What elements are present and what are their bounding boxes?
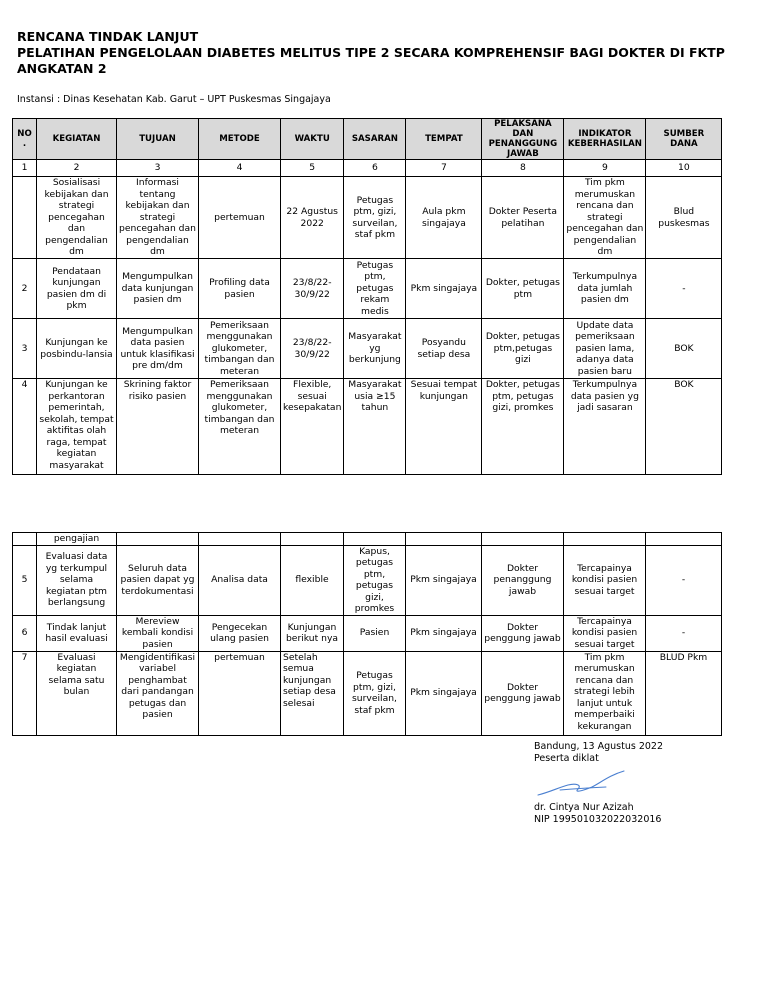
header-cell: PELAKSANA DAN PENANGGUNG JAWAB	[482, 119, 564, 160]
header-row	[13, 119, 722, 160]
document-title: RENCANA TINDAK LANJUT	[17, 29, 199, 44]
table-cell: Blud puskesmas	[646, 177, 722, 259]
table-cell: BOK	[646, 319, 722, 379]
table-cell: Dokter Peserta pelatihan	[482, 177, 564, 259]
table-cell: flexible	[281, 545, 344, 615]
table-cell: Pkm singajaya	[406, 615, 482, 651]
handwritten-signature	[536, 765, 628, 801]
column-number: 1	[13, 160, 37, 177]
table-cell: Seluruh data pasien dapat yg terdokumentasi	[117, 545, 199, 615]
table-cell: -	[646, 545, 722, 615]
table-cell	[13, 177, 37, 259]
table-cell: BLUD Pkm	[646, 651, 722, 735]
table-cell: Skrining faktor risiko pasien	[117, 379, 199, 475]
table-cell: Sosialisasi kebijakan dan strategi pencegahan dan pengendalian dm	[37, 177, 117, 259]
table-cell: Profiling data pasien	[199, 259, 281, 319]
action-plan-table-page-1	[12, 118, 722, 475]
table-cell: Mereview kembali kondisi pasien	[117, 615, 199, 651]
table-cell: Petugas ptm, petugas rekam medis	[344, 259, 406, 319]
table-cell: Pkm singajaya	[406, 545, 482, 615]
header-cell: TEMPAT	[406, 119, 482, 160]
signature-place-date: Bandung, 13 Agustus 2022	[534, 741, 664, 752]
table-cell: Pkm singajaya	[406, 259, 482, 319]
table-cell: Terkumpulnya data jumlah pasien dm	[564, 259, 646, 319]
table-cell: Terkumpulnya data pasien yg jadi sasaran	[564, 379, 646, 475]
table-cell: Sesuai tempat kunjungan	[406, 379, 482, 475]
table-cell: Pendataan kunjungan pasien dm di pkm	[37, 259, 117, 319]
table-cell: Informasi tentang kebijakan dan strategi pencegahan dan pengendalian dm	[117, 177, 199, 259]
header-cell: NO .	[13, 119, 37, 160]
table-cell: 2	[13, 259, 37, 319]
signer-name: dr. Cintya Nur Azizah	[534, 802, 634, 813]
table-cell: Aula pkm singajaya	[406, 177, 482, 259]
continuation-row	[13, 533, 722, 546]
column-number: 10	[646, 160, 722, 177]
column-number: 2	[37, 160, 117, 177]
column-number: 4	[199, 160, 281, 177]
column-number: 9	[564, 160, 646, 177]
column-number: 5	[281, 160, 344, 177]
table-cell: Petugas ptm, gizi, surveilan, staf pkm	[344, 177, 406, 259]
table-row	[13, 259, 722, 319]
table-row	[13, 545, 722, 615]
table-row	[13, 615, 722, 651]
header-cell: KEGIATAN	[37, 119, 117, 160]
column-number: 8	[482, 160, 564, 177]
table-cell: 23/8/22-30/9/22	[281, 259, 344, 319]
table-cell: Dokter, petugas ptm,petugas gizi	[482, 319, 564, 379]
column-number: 7	[406, 160, 482, 177]
table-cell: Masyarakat usia ≥15 tahun	[344, 379, 406, 475]
table-cell: Tercapainya kondisi pasien sesuai target	[564, 615, 646, 651]
table-cell: Posyandu setiap desa	[406, 319, 482, 379]
table-cell: Dokter penanggung jawab	[482, 545, 564, 615]
table-cell: Flexible, sesuai kesepakatan	[281, 379, 344, 475]
table-cell: -	[646, 259, 722, 319]
table-cell: Pengecekan ulang pasien	[199, 615, 281, 651]
table-cell: Pemeriksaan menggunakan glukometer, timbangan dan meteran	[199, 379, 281, 475]
column-number: 3	[117, 160, 199, 177]
table-cell: Mengumpulkan data kunjungan pasien dm	[117, 259, 199, 319]
table-cell: Kapus, petugas ptm, petugas gizi, promkes	[344, 545, 406, 615]
signature-role: Peserta diklat	[534, 753, 599, 764]
table-cell: Mengidentifikasi variabel penghambat dari pandangan petugas dan pasien	[117, 651, 199, 735]
table-cell: BOK	[646, 379, 722, 475]
table-cell: 23/8/22-30/9/22	[281, 319, 344, 379]
signer-nip: NIP 199501032022032016	[534, 814, 662, 825]
table-cell: Dokter, petugas ptm, petugas gizi, promkes	[482, 379, 564, 475]
table-cell: Tim pkm merumuskan rencana dan strategi lebih lanjut untuk memperbaiki kekurangan	[564, 651, 646, 735]
table-cell: Masyarakat yg berkunjung	[344, 319, 406, 379]
table-cell: 3	[13, 319, 37, 379]
table-cell: Dokter penggung jawab	[482, 651, 564, 735]
header-cell: METODE	[199, 119, 281, 160]
table-cell: -	[646, 615, 722, 651]
table-cell: Update data pemeriksaan pasien lama, adanya data pasien baru	[564, 319, 646, 379]
table-cell: Setelah semua kunjungan setiap desa selesai	[281, 651, 344, 735]
table-cell: 5	[13, 545, 37, 615]
table-cell: pertemuan	[199, 651, 281, 735]
table-cell: Kunjungan ke posbindu-lansia	[37, 319, 117, 379]
header-cell: WAKTU	[281, 119, 344, 160]
institution-line: Instansi : Dinas Kesehatan Kab. Garut – UPT Puskesmas Singajaya	[17, 94, 331, 105]
table-cell: Tercapainya kondisi pasien sesuai target	[564, 545, 646, 615]
table-cell: Pkm singajaya	[406, 651, 482, 735]
header-cell: SUMBER DANA	[646, 119, 722, 160]
header-cell: INDIKATOR KEBERHASILAN	[564, 119, 646, 160]
action-plan-table-page-2	[12, 532, 722, 736]
column-number-row	[13, 160, 722, 177]
table-cell: 22 Agustus 2022	[281, 177, 344, 259]
header-cell: SASARAN	[344, 119, 406, 160]
continuation-cell: pengajian	[37, 533, 117, 546]
table-row	[13, 651, 722, 735]
table-cell: Tim pkm merumuskan rencana dan strategi pencegahan dan pengendalian dm	[564, 177, 646, 259]
table-row	[13, 319, 722, 379]
header-cell: TUJUAN	[117, 119, 199, 160]
table-cell: Kunjungan berikut nya	[281, 615, 344, 651]
table-cell: 4	[13, 379, 37, 475]
table-cell: pertemuan	[199, 177, 281, 259]
document-batch: ANGKATAN 2	[17, 61, 107, 76]
table-cell: Mengumpulkan data pasien untuk klasifikasi pre dm/dm	[117, 319, 199, 379]
table-row	[13, 379, 722, 475]
table-cell: 7	[13, 651, 37, 735]
table-row	[13, 177, 722, 259]
table-cell: Analisa data	[199, 545, 281, 615]
table-cell: Evaluasi data yg terkumpul selama kegiatan ptm berlangsung	[37, 545, 117, 615]
table-cell: Petugas ptm, gizi, surveilan, staf pkm	[344, 651, 406, 735]
table-cell: Dokter, petugas ptm	[482, 259, 564, 319]
table-cell: Dokter penggung jawab	[482, 615, 564, 651]
table-cell: Kunjungan ke perkantoran pemerintah, sekolah, tempat aktifitas olah raga, tempat kegiatan masyarakat	[37, 379, 117, 475]
table-cell: Tindak lanjut hasil evaluasi	[37, 615, 117, 651]
table-cell: Evaluasi kegiatan selama satu bulan	[37, 651, 117, 735]
table-cell: Pemeriksaan menggunakan glukometer, timbangan dan meteran	[199, 319, 281, 379]
column-number: 6	[344, 160, 406, 177]
table-cell: Pasien	[344, 615, 406, 651]
document-subtitle: PELATIHAN PENGELOLAAN DIABETES MELITUS TIPE 2 SECARA KOMPREHENSIF BAGI DOKTER DI FKTP	[17, 45, 725, 60]
table-cell: 6	[13, 615, 37, 651]
